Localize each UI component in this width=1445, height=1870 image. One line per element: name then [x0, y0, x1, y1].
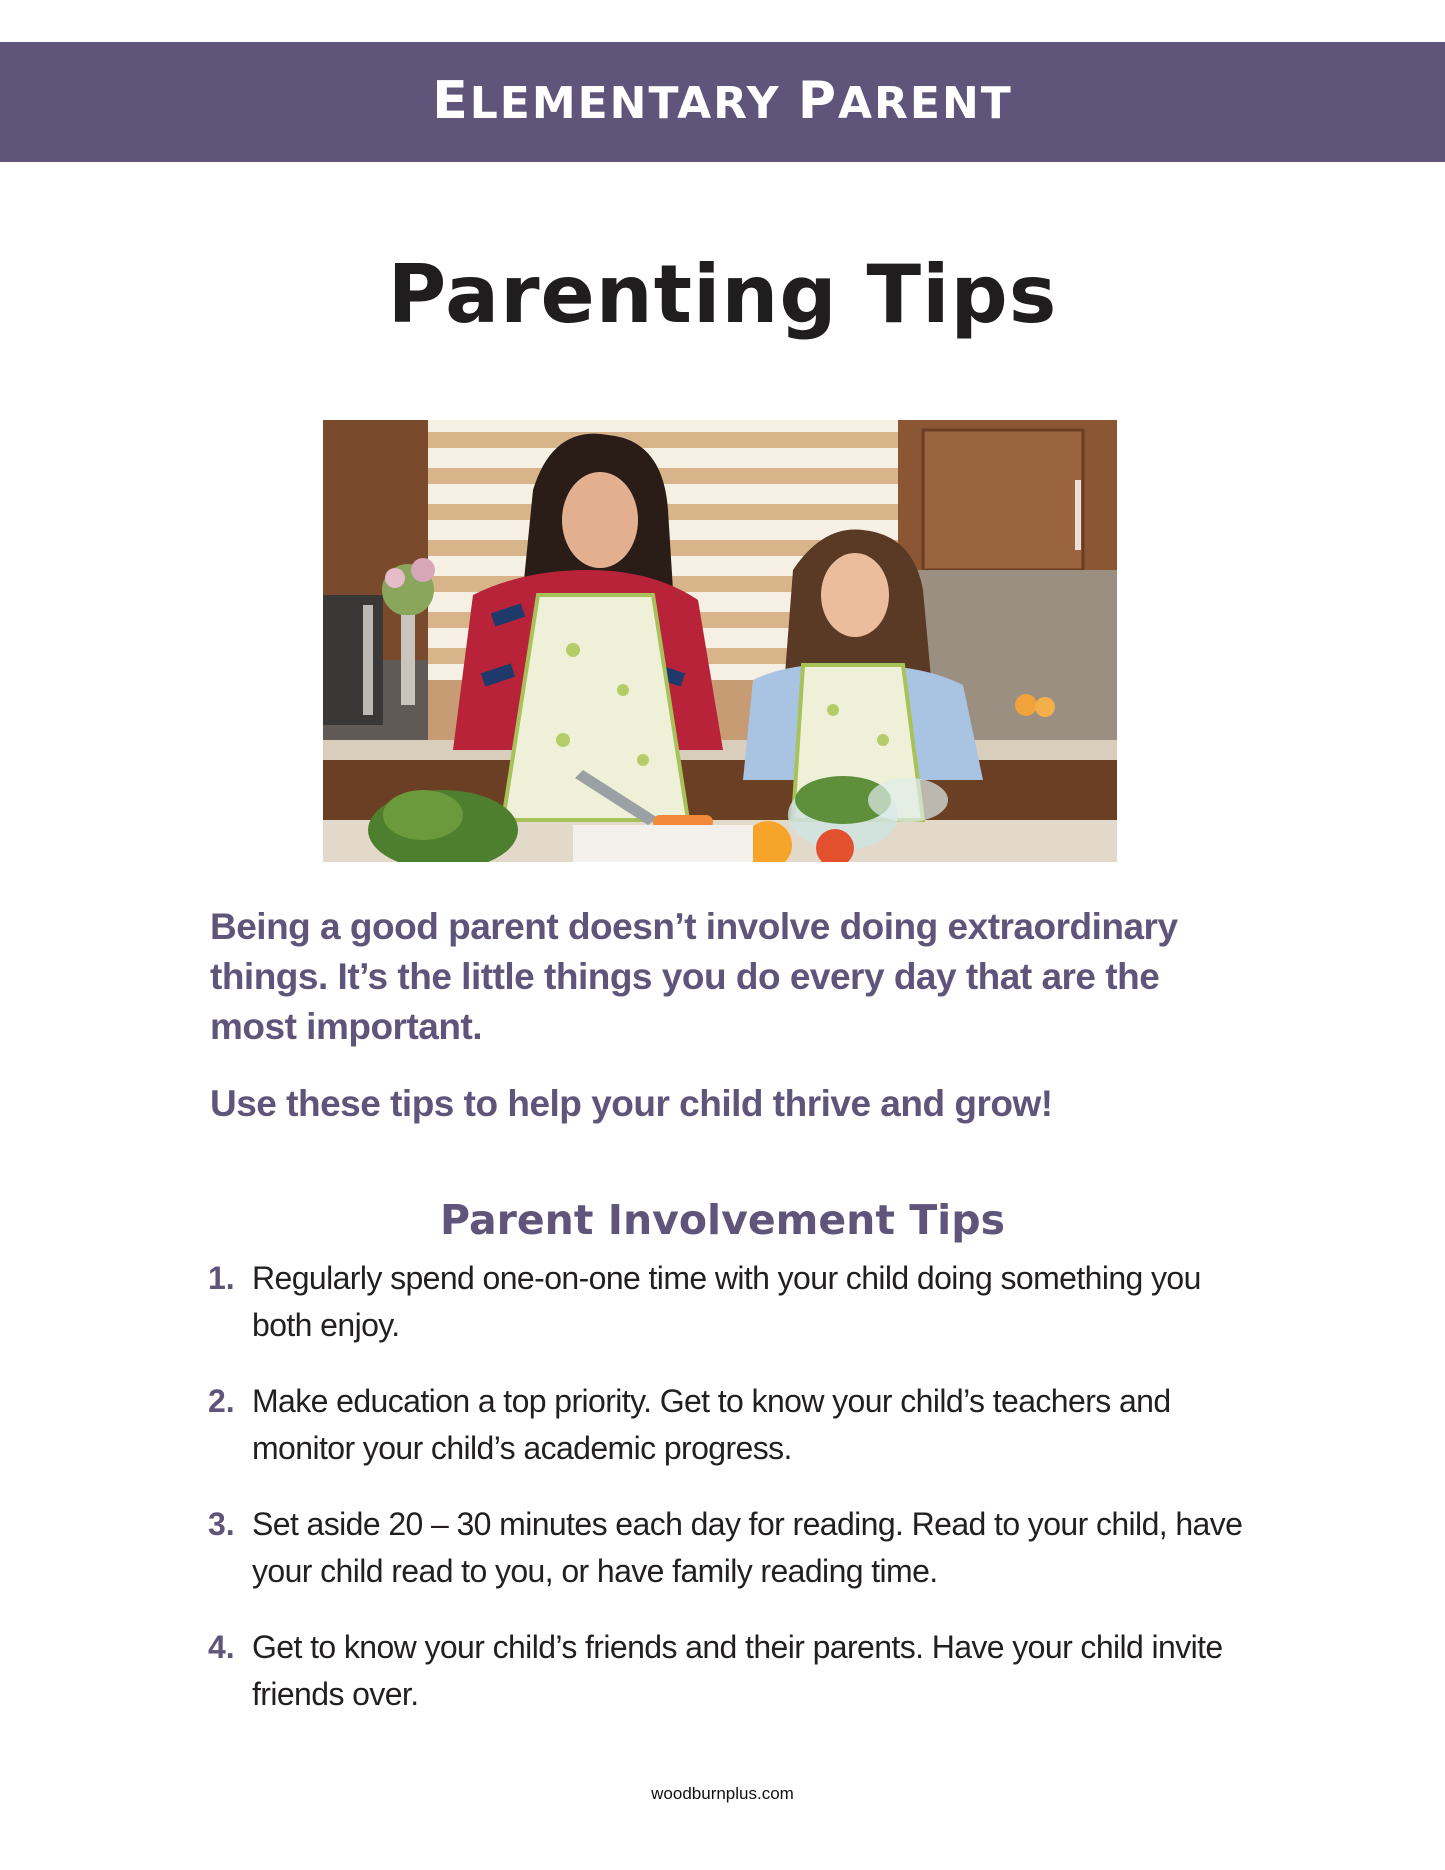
tip-item — [208, 1378, 1248, 1472]
banner-title-initial-1: E — [432, 71, 470, 131]
tip-number: 1. — [208, 1260, 235, 1296]
tip-item — [208, 1624, 1248, 1718]
banner-title-initial-2: P — [797, 71, 838, 131]
tip-number: 3. — [208, 1506, 235, 1542]
tip-item — [208, 1501, 1248, 1595]
intro-paragraph: Being a good parent doesn’t involve doing extraordinary things. It’s the little things you do every day that are the most important. — [210, 906, 1178, 1047]
section-title: Parent Involvement Tips — [440, 1196, 1005, 1244]
banner-title-rest-2: ARENT — [837, 78, 1013, 129]
banner-title-rest-1: LEMENTARY — [469, 78, 781, 129]
photo-illustration — [323, 420, 1117, 862]
tip-text: Regularly spend one-on-one time with your child doing something you both enjoy. — [252, 1260, 1201, 1343]
banner-title — [432, 71, 1013, 131]
tip-number: 4. — [208, 1629, 235, 1665]
tip-text: Get to know your child’s friends and their parents. Have your child invite friends over. — [252, 1629, 1223, 1712]
tip-item — [208, 1255, 1248, 1349]
page-title: Parenting Tips — [387, 248, 1058, 341]
footer-website: woodburnplus.com — [651, 1784, 794, 1803]
intro-text — [210, 902, 1240, 1129]
intro-call-to-action: Use these tips to help your child thrive and grow! — [210, 1083, 1053, 1124]
header-banner — [0, 42, 1445, 162]
tips-list — [208, 1255, 1248, 1747]
kitchen-photo — [323, 420, 1117, 862]
tip-text: Make education a top priority. Get to know your child’s teachers and monitor your child’s academic progress. — [252, 1383, 1171, 1466]
tip-number: 2. — [208, 1383, 235, 1419]
tip-text: Set aside 20 – 30 minutes each day for reading. Read to your child, have your child read to you, or have family reading time. — [252, 1506, 1243, 1589]
